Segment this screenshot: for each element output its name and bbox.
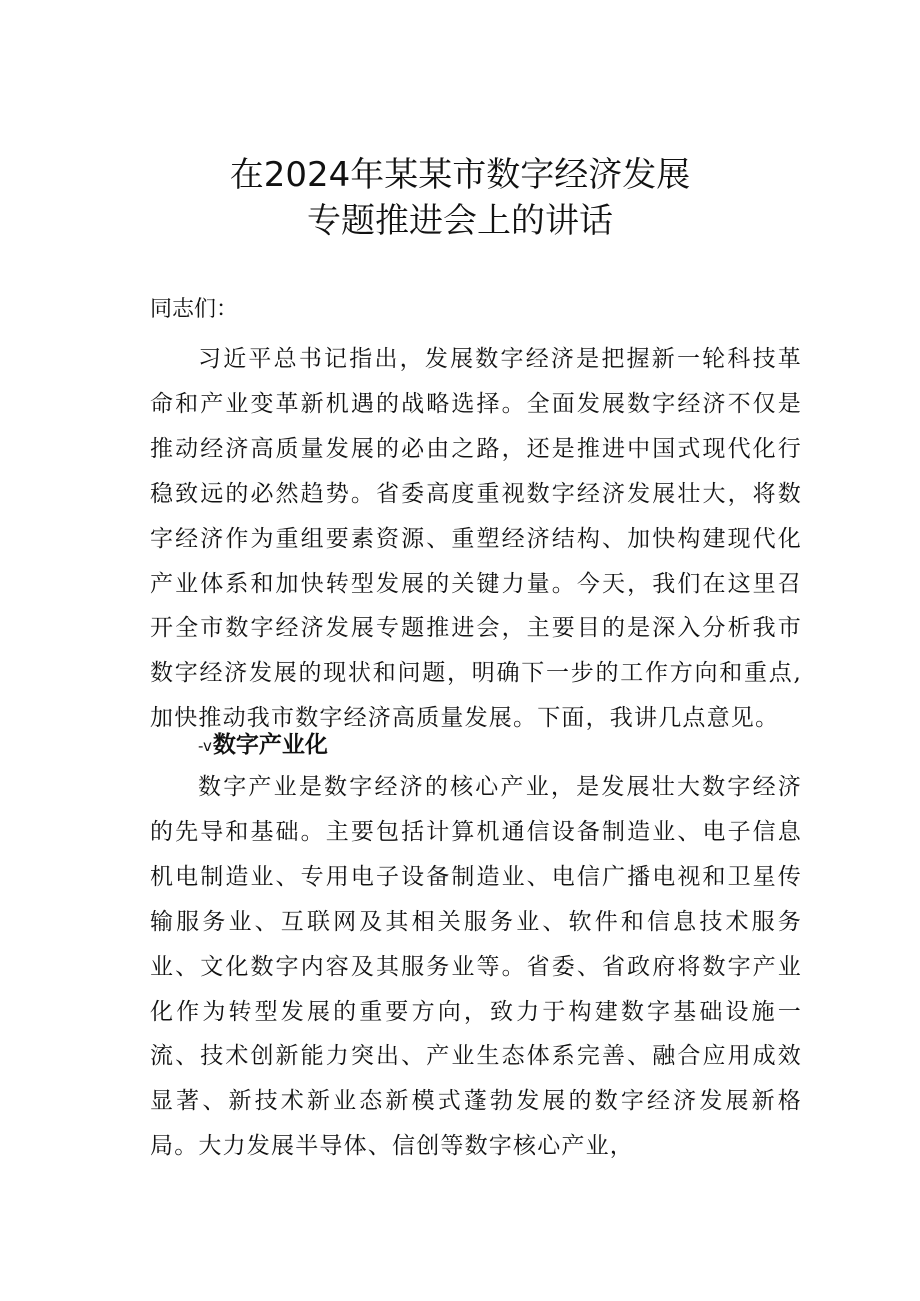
section-number-marker: -v — [198, 736, 212, 755]
body-paragraph-intro: 习近平总书记指出，发展数字经济是把握新一轮科技革命和产业变革新机遇的战略选择。全面发展数字经济不仅是推动经济高质量发展的必由之路，还是推进中国式现代化行稳致远的必然趋势。省委高度重视数字经济发展壮大，将数字经济作为重组要素资源、重塑经济结构、加快构建现代化产业体系和加快转型发展的关键力量。今天，我们在这里召开全市数字经济发展专题推进会，主要目的是深入分析我市数字经济发展的现状和问题，明确下一步的工作方向和重点,加快推动我市数字经济高质量发展。下面，我讲几点意见。 — [150, 346, 802, 732]
section-heading-digital-industrialization — [198, 729, 328, 762]
document-title-line-2: 专题推进会上的讲话 — [307, 201, 613, 241]
document-title-line-1: 在2024年某某市数字经济发展 — [229, 155, 691, 195]
body-paragraph-section1: 数字产业是数字经济的核心产业，是发展壮大数字经济的先导和基础。主要包括计算机通信设备制造业、电子信息机电制造业、专用电子设备制造业、电信广播电视和卫星传输服务业、互联网及其相关服务业、软件和信息技术服务业、文化数字内容及其服务业等。省委、省政府将数字产业化作为转型发展的重要方向，致力于构建数字基础设施一流、技术创新能力突出、产业生态体系完善、融合应用成效显著、新技术新业态新模式蓬勃发展的数字经济发展新格局。大力发展半导体、信创等数字核心产业， — [150, 774, 802, 1160]
salutation: 同志们： — [150, 297, 239, 322]
section-heading-text: 数字产业化 — [212, 732, 328, 758]
